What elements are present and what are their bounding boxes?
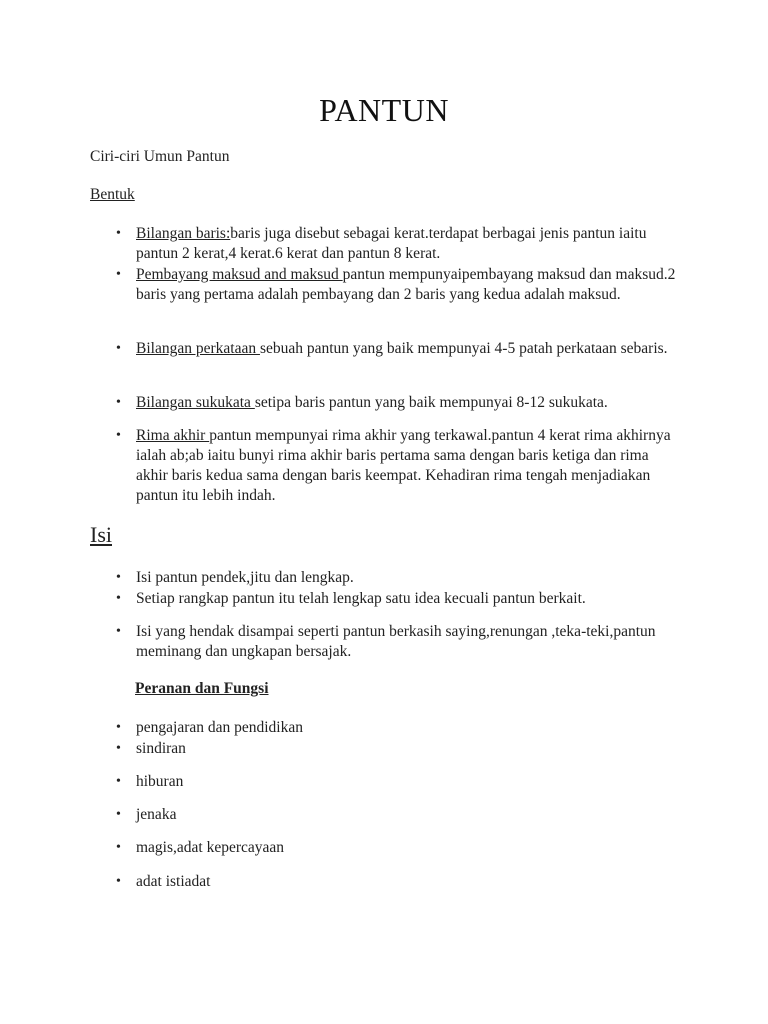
bullet-icon: • [116,624,121,639]
term-description: pantun mempunyaipembayang maksud dan maksud.2 baris yang pertama adalah pembayang dan 2 baris yang kedua adalah maksud. [136,266,676,303]
term-description: pantun mempunyai rima akhir yang terkawal.pantun 4 kerat rima akhirnya ialah ab;ab iaitu bunyi rima akhir baris pertama sama dengan baris ketiga dan rima akhir baris kedua sama dengan baris keempat. Kehadiran rima tengah menjadiakan pantun itu lebih indah. [136,427,671,504]
peranan-list-item [116,739,676,759]
list-item-text: pengajaran dan pendidikan [136,719,303,736]
bullet-icon: • [116,720,121,735]
bullet-icon: • [116,840,121,855]
bullet-icon: • [116,807,121,822]
peranan-list-item [116,805,676,825]
peranan-list-item [116,838,676,858]
bentuk-list-item [116,265,676,305]
list-item-text: sindiran [136,740,186,757]
subtitle: Ciri-ciri Umun Pantun [90,148,230,165]
isi-list-item [116,622,676,662]
term-label: Bilangan sukukata [136,394,255,411]
document-title: PANTUN [319,92,449,128]
list-item-text [136,393,676,413]
bentuk-list-item [116,426,676,506]
bullet-icon: • [116,591,121,606]
peranan-list-item [116,718,676,738]
list-item-text: Isi pantun pendek,jitu dan lengkap. [136,569,354,586]
term-label: Rima akhir [136,427,210,444]
list-item-text: Isi yang hendak disampai seperti pantun berkasih saying,renungan ,teka-teki,pantun meminang dan ungkapan bersajak. [136,623,656,660]
bentuk-list-item [116,224,676,264]
peranan-list-item [116,772,676,792]
list-item-text [136,426,676,506]
bullet-icon: • [116,395,121,410]
isi-list-item [116,589,676,609]
list-item-text: jenaka [136,806,177,823]
list-item-text: adat istiadat [136,873,211,890]
bentuk-list-item [116,339,676,359]
bullet-icon: • [116,267,121,282]
list-item-text: magis,adat kepercayaan [136,839,285,856]
bullet-icon: • [116,428,121,443]
term-description: baris juga disebut sebagai kerat.terdapat berbagai jenis pantun iaitu pantun 2 kerat,4 kerat.6 kerat dan pantun 8 kerat. [136,225,647,262]
list-item-text [136,265,676,305]
bullet-icon: • [116,774,121,789]
term-description: sebuah pantun yang baik mempunyai 4-5 patah perkataan sebaris. [259,340,668,357]
bullet-icon: • [116,341,121,356]
list-item-text: Setiap rangkap pantun itu telah lengkap satu idea kecuali pantun berkait. [136,590,586,607]
list-item-text [136,224,676,264]
term-label: Bilangan perkataan [136,340,260,357]
list-item-text [136,339,676,359]
list-item-text: hiburan [136,773,184,790]
bentuk-heading: Bentuk [90,186,135,203]
bullet-icon: • [116,741,121,756]
peranan-heading: Peranan dan Fungsi [135,680,269,697]
bullet-icon: • [116,226,121,241]
bullet-icon: • [116,570,121,585]
term-label: Pembayang maksud and maksud [136,266,343,283]
isi-list-item [116,568,676,588]
term-label: Bilangan baris: [136,225,231,242]
isi-heading: Isi [90,522,112,547]
bentuk-list-item [116,393,676,413]
term-description: setipa baris pantun yang baik mempunyai 8-12 sukukata. [254,394,608,411]
bullet-icon: • [116,874,121,889]
peranan-list-item [116,872,676,892]
